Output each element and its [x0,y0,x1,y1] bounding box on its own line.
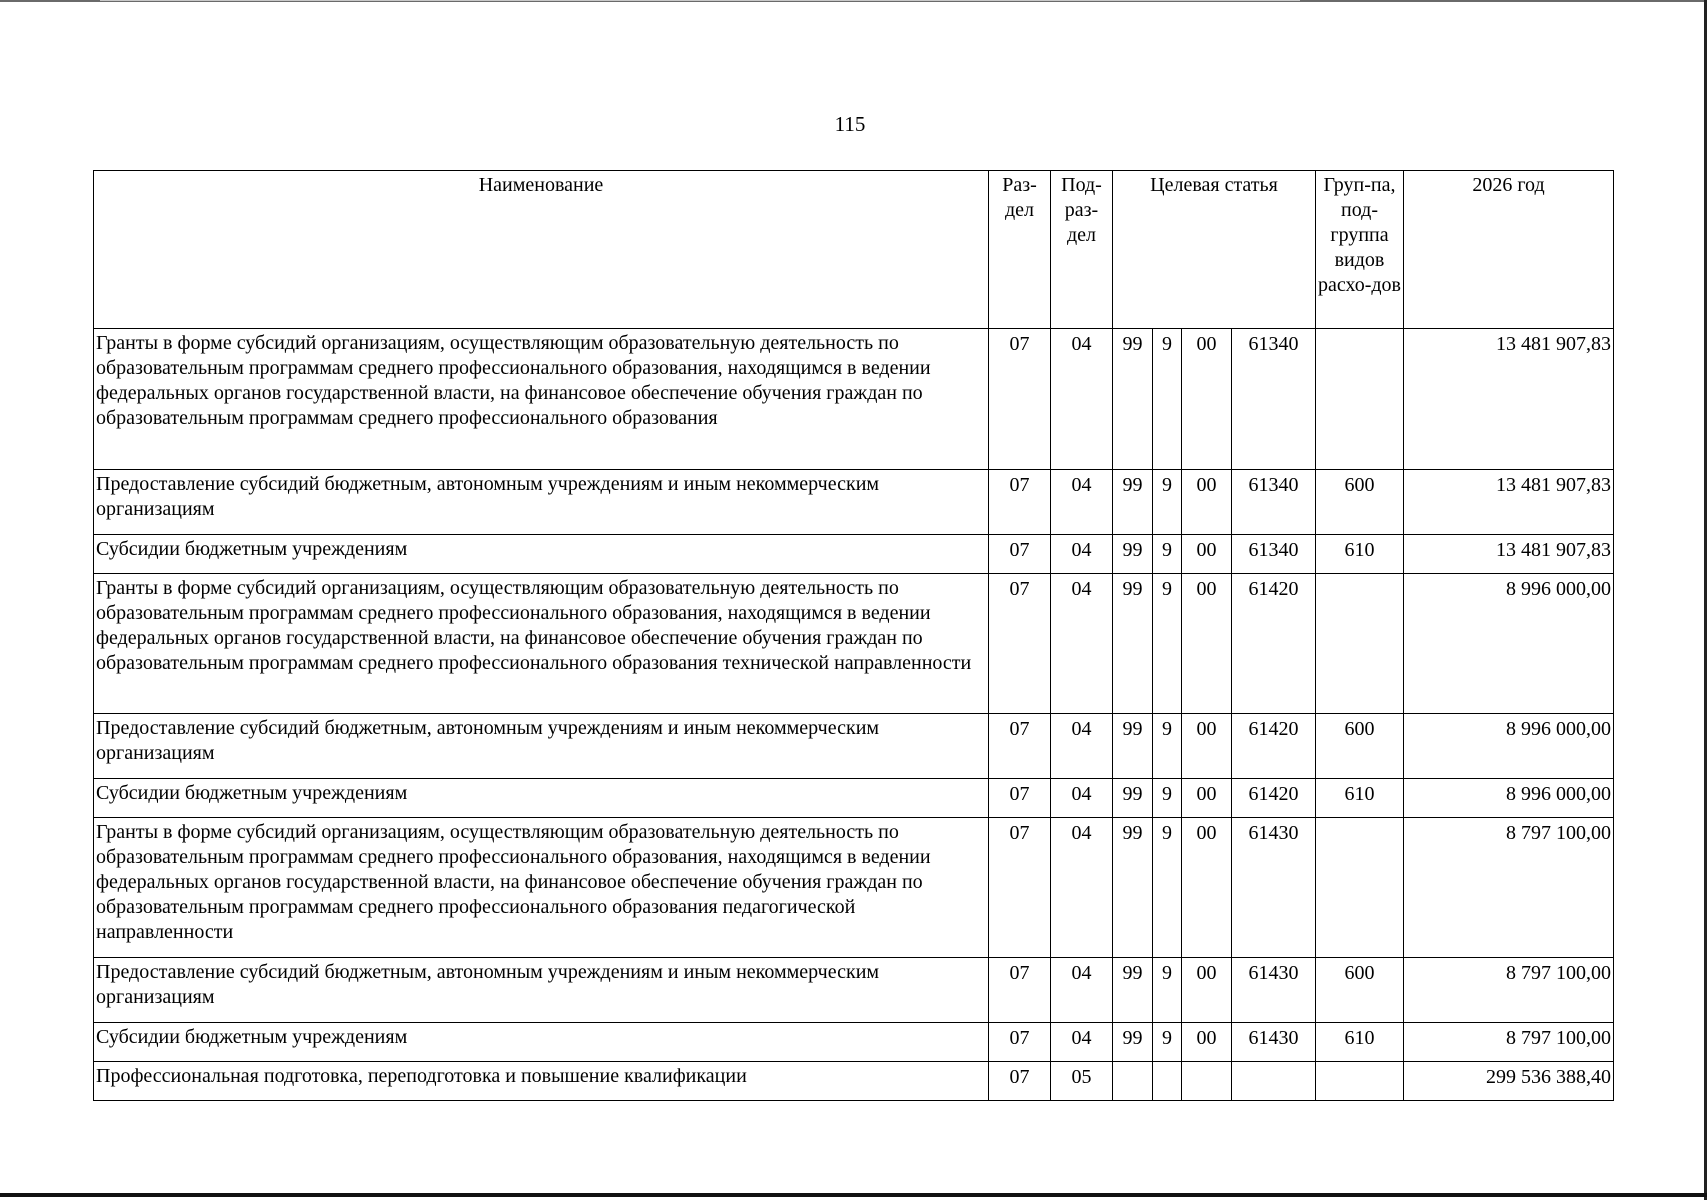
row-expense-group: 610 [1316,535,1404,574]
row-name: Предоставление субсидий бюджетным, автономным учреждениям и иным некоммерческим организациям [94,958,989,1023]
row-expense-group: 610 [1316,779,1404,818]
row-target-main-event [1182,1062,1232,1101]
row-expense-group [1316,1062,1404,1101]
row-section: 07 [989,470,1051,535]
row-name: Гранты в форме субсидий организациям, осуществляющим образовательную деятельность по образовательным программам среднего профессионального образования, находящимся в ведении федеральных органов государственной власти, на финансовое обеспечение обучения граждан по образовательным программам среднего профессионального образования педагогической направленности [94,818,989,958]
page-number: 115 [834,112,866,136]
row-target-subprogram: 9 [1153,714,1182,779]
table-row [94,535,1614,574]
row-amount: 8 996 000,00 [1404,714,1614,779]
row-target-program: 99 [1113,1023,1153,1062]
table-row [94,714,1614,779]
row-target-program: 99 [1113,574,1153,714]
table-row [94,958,1614,1023]
row-subsection: 04 [1051,818,1113,958]
row-subsection: 04 [1051,329,1113,470]
row-target-direction [1232,1062,1316,1101]
row-target-subprogram: 9 [1153,574,1182,714]
row-subsection: 04 [1051,535,1113,574]
row-target-direction: 61420 [1232,574,1316,714]
table-row [94,574,1614,714]
row-target-program: 99 [1113,329,1153,470]
row-amount: 13 481 907,83 [1404,470,1614,535]
header-expense-group: Груп-па, под-группа видов расхо-дов [1316,171,1404,329]
row-target-main-event: 00 [1182,779,1232,818]
row-target-main-event: 00 [1182,958,1232,1023]
row-target-subprogram: 9 [1153,779,1182,818]
row-target-subprogram [1153,1062,1182,1101]
row-section: 07 [989,1023,1051,1062]
table-header-row [94,171,1614,329]
row-target-program: 99 [1113,714,1153,779]
row-target-direction: 61430 [1232,1023,1316,1062]
row-subsection: 04 [1051,779,1113,818]
header-name: Наименование [94,171,989,329]
row-target-program: 99 [1113,958,1153,1023]
scan-bottom-edge [0,1193,1707,1197]
row-expense-group [1316,329,1404,470]
row-target-main-event: 00 [1182,714,1232,779]
row-amount: 8 797 100,00 [1404,958,1614,1023]
table-row [94,1062,1614,1101]
header-year: 2026 год [1404,171,1614,329]
table-row [94,1023,1614,1062]
row-section: 07 [989,574,1051,714]
row-section: 07 [989,714,1051,779]
row-name: Субсидии бюджетным учреждениям [94,1023,989,1062]
row-target-subprogram: 9 [1153,470,1182,535]
row-amount: 13 481 907,83 [1404,535,1614,574]
row-target-subprogram: 9 [1153,958,1182,1023]
header-section: Раз-дел [989,171,1051,329]
row-amount: 8 996 000,00 [1404,779,1614,818]
row-subsection: 04 [1051,470,1113,535]
row-expense-group [1316,818,1404,958]
table-row [94,779,1614,818]
row-target-program: 99 [1113,470,1153,535]
row-section: 07 [989,779,1051,818]
row-target-subprogram: 9 [1153,1023,1182,1062]
row-section: 07 [989,329,1051,470]
row-target-direction: 61340 [1232,535,1316,574]
row-section: 07 [989,958,1051,1023]
row-target-main-event: 00 [1182,535,1232,574]
row-name: Предоставление субсидий бюджетным, автономным учреждениям и иным некоммерческим организациям [94,714,989,779]
row-subsection: 05 [1051,1062,1113,1101]
row-section: 07 [989,1062,1051,1101]
row-target-direction: 61340 [1232,329,1316,470]
row-target-program: 99 [1113,535,1153,574]
row-target-main-event: 00 [1182,574,1232,714]
row-amount: 8 996 000,00 [1404,574,1614,714]
row-target-program [1113,1062,1153,1101]
row-section: 07 [989,818,1051,958]
row-section: 07 [989,535,1051,574]
row-target-main-event: 00 [1182,1023,1232,1062]
table-row [94,470,1614,535]
row-target-subprogram: 9 [1153,535,1182,574]
row-name: Предоставление субсидий бюджетным, автономным учреждениям и иным некоммерческим организациям [94,470,989,535]
row-target-main-event: 00 [1182,329,1232,470]
row-target-subprogram: 9 [1153,818,1182,958]
row-expense-group: 600 [1316,958,1404,1023]
row-name: Гранты в форме субсидий организациям, осуществляющим образовательную деятельность по образовательным программам среднего профессионального образования, находящимся в ведении федеральных органов государственной власти, на финансовое обеспечение обучения граждан по образовательным программам среднего профессионального образования технической направленности [94,574,989,714]
row-target-direction: 61420 [1232,779,1316,818]
row-name: Профессиональная подготовка, переподготовка и повышение квалификации [94,1062,989,1101]
header-subsection: Под-раз-дел [1051,171,1113,329]
budget-table [93,170,1614,1101]
row-target-main-event: 00 [1182,818,1232,958]
row-subsection: 04 [1051,714,1113,779]
row-subsection: 04 [1051,1023,1113,1062]
table-row [94,329,1614,470]
row-amount: 8 797 100,00 [1404,1023,1614,1062]
row-amount: 13 481 907,83 [1404,329,1614,470]
row-target-program: 99 [1113,779,1153,818]
row-target-direction: 61430 [1232,958,1316,1023]
row-target-program: 99 [1113,818,1153,958]
row-expense-group [1316,574,1404,714]
row-expense-group: 600 [1316,714,1404,779]
row-name: Гранты в форме субсидий организациям, осуществляющим образовательную деятельность по образовательным программам среднего профессионального образования, находящимся в ведении федеральных органов государственной власти, на финансовое обеспечение обучения граждан по образовательным программам среднего профессионального образования [94,329,989,470]
row-target-direction: 61340 [1232,470,1316,535]
table-row [94,818,1614,958]
row-expense-group: 610 [1316,1023,1404,1062]
row-amount: 299 536 388,40 [1404,1062,1614,1101]
row-target-main-event: 00 [1182,470,1232,535]
row-target-direction: 61420 [1232,714,1316,779]
scan-top-edge-light [100,0,1300,1]
row-subsection: 04 [1051,574,1113,714]
header-target-article: Целевая статья [1113,171,1316,329]
row-target-subprogram: 9 [1153,329,1182,470]
row-name: Субсидии бюджетным учреждениям [94,779,989,818]
row-subsection: 04 [1051,958,1113,1023]
row-name: Субсидии бюджетным учреждениям [94,535,989,574]
row-target-direction: 61430 [1232,818,1316,958]
row-amount: 8 797 100,00 [1404,818,1614,958]
row-expense-group: 600 [1316,470,1404,535]
